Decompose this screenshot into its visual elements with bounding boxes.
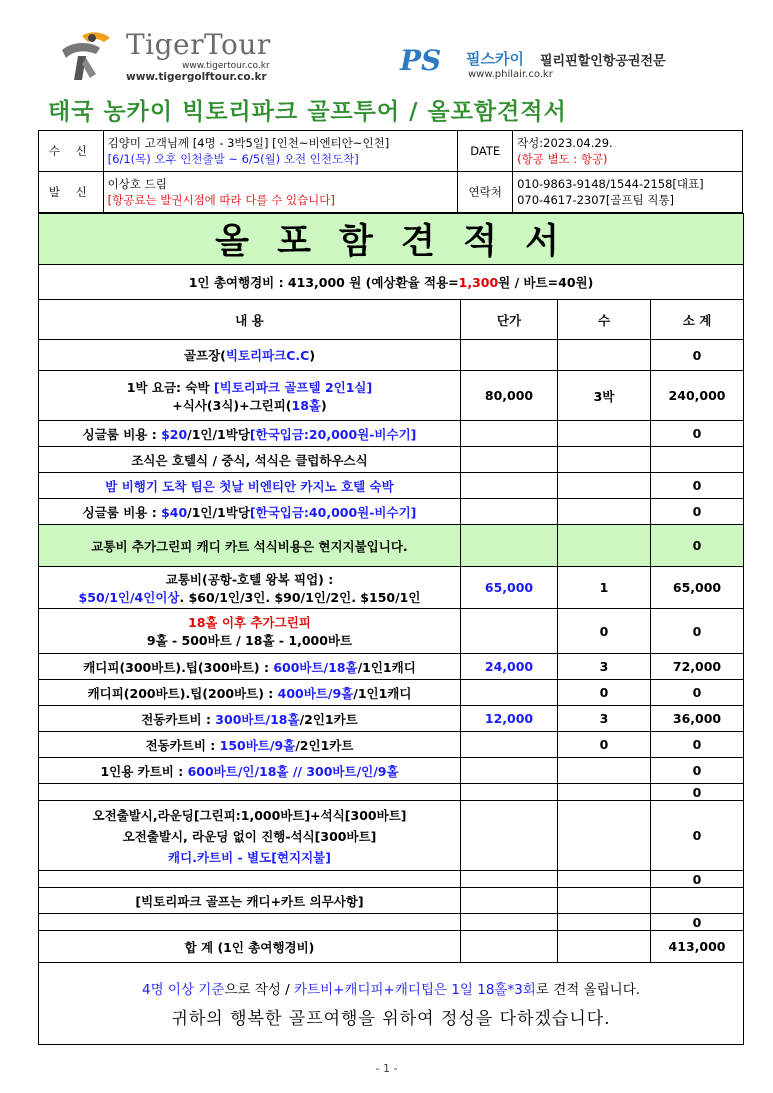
row-transport: [39, 567, 461, 609]
table-row: [39, 447, 744, 473]
text: 으로 작성 /: [224, 982, 294, 998]
sender-cell: [103, 172, 458, 213]
price-cell: [461, 888, 558, 914]
text: 카트비+캐디피+캐디팁은 1일 18홀*3회: [294, 982, 536, 998]
caddie-fee: 400바트/9홀: [277, 685, 354, 701]
price-cell: [461, 758, 558, 784]
contact-phone-1: 010-9863-9148/1544-2158[대표]: [517, 177, 704, 191]
written-date: 작성:2023.04.29.: [517, 136, 613, 150]
subtotal-cell: 0: [651, 914, 744, 931]
qty-cell: [558, 931, 651, 963]
price-cell: [461, 931, 558, 963]
footer-row: [39, 963, 744, 1045]
text: . $60/1인/3인. $90/1인/2인. $150/1인: [179, 589, 421, 605]
table-row: [39, 525, 744, 567]
text: ): [309, 348, 316, 363]
header-info-table: [38, 130, 743, 213]
col-subtotal: 소 계: [651, 300, 744, 340]
price-cell: [461, 801, 558, 871]
table-row: [39, 801, 744, 871]
row-extra-green: [39, 609, 461, 654]
subtotal-cell: 0: [651, 784, 744, 801]
qty-cell: 0: [558, 732, 651, 758]
total-amount: 413,000: [651, 931, 744, 963]
text: /1인/1박당: [187, 504, 250, 520]
airfare-warning: [항공료는 발권시점에 따라 다를 수 있습니다]: [107, 193, 335, 207]
row-single-room-1: [39, 421, 461, 447]
blank-row: [39, 784, 461, 801]
brand-tagline: 필리핀할인항공권전문: [540, 54, 666, 69]
qty-cell: [558, 525, 651, 567]
subtotal-cell: 0: [651, 871, 744, 888]
col-price: 단가: [461, 300, 558, 340]
hotel-name: [빅토리파크 골프텔 2인1실]: [213, 379, 373, 395]
subtotal-cell: 0: [651, 609, 744, 654]
row-stay: [39, 371, 461, 421]
text: 골프장(: [183, 348, 226, 363]
price-cell: [461, 871, 558, 888]
brand-url-philsky: www.philair.co.kr: [468, 69, 553, 80]
subtotal-cell: [651, 447, 744, 473]
sender-label: 발 신: [39, 172, 104, 213]
exchange-rate: 1,300: [458, 275, 499, 290]
qty-cell: 3: [558, 706, 651, 732]
qty-cell: 1: [558, 567, 651, 609]
summary-post: 원 / 바트=40원): [498, 275, 594, 290]
price-cell: [461, 525, 558, 567]
col-qty: 수: [558, 300, 651, 340]
ps-logo-mark: PS: [400, 44, 442, 77]
brand-url-2: www.tigergolftour.co.kr: [126, 71, 267, 83]
price-cell: 65,000: [461, 567, 558, 609]
price-cell: [461, 609, 558, 654]
text: /2인1카트: [299, 711, 358, 727]
text: 전동카트비 :: [145, 737, 220, 753]
row-early-departure: [39, 801, 461, 871]
sender-name: 이상호 드림: [107, 177, 167, 191]
qty-cell: [558, 801, 651, 871]
table-row: [39, 732, 744, 758]
price-cell: [461, 680, 558, 706]
row-mandatory: [빅토리파크 골프는 캐디+카트 의무사항]: [39, 888, 461, 914]
transport-price: $50/1인/4인이상: [78, 589, 180, 605]
text: 로 견적 올립니다.: [535, 982, 641, 998]
table-row: [39, 609, 744, 654]
cart-fee: 150바트/9홀: [219, 737, 296, 753]
text: /2인1카트: [295, 737, 354, 753]
table-row: [39, 654, 744, 680]
summary-pre: 1인 총여행경비 : 413,000 원 (예상환율 적용=: [188, 275, 459, 290]
price-cell: [461, 732, 558, 758]
cart-fee: 600바트/인/18홀 // 300바트/인/9홀: [187, 763, 399, 779]
qty-cell: [558, 871, 651, 888]
footer-line-1: [42, 978, 740, 998]
recipient-line: 김양미 고객님께 [4명 - 3박5일] [인천~비엔티안~인천]: [107, 136, 390, 150]
text: ): [321, 397, 327, 413]
tigertour-logo: [52, 30, 322, 85]
page-number: - 1 -: [375, 1062, 398, 1075]
qty-cell: [558, 499, 651, 525]
trip-dates: [6/1(목) 오후 인천출발 ~ 6/5(월) 오전 인천도착]: [107, 152, 359, 166]
text: 9홀 - 500바트 / 18홀 - 1,000바트: [146, 633, 353, 648]
document-title: 태국 농카이 빅토리파크 골프투어 / 올포함견적서: [48, 99, 567, 125]
contact-cell: [513, 172, 743, 213]
brand-url: www.tigertour.co.kr: [182, 61, 270, 71]
qty-cell: 3박: [558, 371, 651, 421]
text: 1박 요금: 숙박: [126, 379, 214, 395]
row-single-room-2: [39, 499, 461, 525]
text: 싱글룸 비용 :: [82, 426, 162, 442]
price-cell: 24,000: [461, 654, 558, 680]
footer-line-2: 귀하의 행복한 골프여행을 위하여 정성을 다하겠습니다.: [171, 1009, 611, 1029]
contact-phone-2: 070-4617-2307[골프팀 직통]: [517, 193, 675, 207]
price-cell: 12,000: [461, 706, 558, 732]
blank-row: [39, 914, 461, 931]
text: 4명 이상 기준: [142, 982, 225, 998]
subtotal-cell: 0: [651, 340, 744, 371]
text: 오전출발시,라운딩[그린피:1,000바트]+석식[300바트]: [92, 807, 407, 823]
blank-row: [39, 871, 461, 888]
holes: 18홀: [291, 397, 321, 413]
price-cell: 80,000: [461, 371, 558, 421]
table-row: [39, 371, 744, 421]
price-cell: [461, 914, 558, 931]
quote-table: [38, 213, 744, 1045]
text: 캐디피(300바트).팁(300바트) :: [83, 659, 274, 675]
date-cell: [513, 131, 743, 172]
quote-title-row: [39, 214, 744, 265]
text: 캐디.카트비 - 별도[현지지불]: [168, 849, 331, 865]
row-cart-18: [39, 706, 461, 732]
row-golf-course: [39, 340, 461, 371]
price-cell: [461, 340, 558, 371]
qty-cell: [558, 340, 651, 371]
subtotal-cell: 0: [651, 421, 744, 447]
price-krw: [한국입금:40,000원-비수기]: [249, 504, 417, 520]
price-cell: [461, 784, 558, 801]
qty-cell: [558, 758, 651, 784]
course-name: 빅토리파크C.C: [225, 348, 310, 363]
table-row: [39, 758, 744, 784]
row-caddie-300: [39, 654, 461, 680]
text: +식사(3식)+그린피(: [172, 397, 292, 413]
qty-cell: [558, 914, 651, 931]
text: 전동카트비 :: [141, 711, 216, 727]
total-row: [39, 931, 744, 963]
price-cell: [461, 421, 558, 447]
subtotal-cell: 0: [651, 801, 744, 871]
subtotal-cell: 0: [651, 473, 744, 499]
subtotal-cell: 36,000: [651, 706, 744, 732]
airfare-note: (항공 별도 : 항공): [517, 152, 608, 166]
text: 오전출발시, 라운딩 없이 진행-석식[300바트]: [122, 828, 377, 844]
quote-title: 올 포 함 견 적 서: [39, 214, 744, 265]
text: 캐디피(200바트).팁(200바트) :: [87, 685, 278, 701]
price-usd: $40: [161, 504, 188, 520]
price-usd: $20: [161, 426, 188, 442]
summary-row: [39, 265, 744, 300]
qty-cell: [558, 473, 651, 499]
qty-cell: 3: [558, 654, 651, 680]
subtotal-cell: 72,000: [651, 654, 744, 680]
qty-cell: [558, 888, 651, 914]
table-row: [39, 914, 744, 931]
column-header-row: [39, 300, 744, 340]
date-label: DATE: [458, 131, 513, 172]
brand-name: TigerTour: [126, 28, 271, 61]
subtotal-cell: 240,000: [651, 371, 744, 421]
qty-cell: 0: [558, 609, 651, 654]
subtotal-cell: 0: [651, 499, 744, 525]
col-content: 내 용: [39, 300, 461, 340]
price-cell: [461, 499, 558, 525]
table-row: [39, 680, 744, 706]
text: 1인용 카트비 :: [100, 763, 188, 779]
table-row: [39, 473, 744, 499]
row-local-payment: 교통비 추가그린피 캐디 카트 석식비용은 현지지불입니다.: [39, 525, 461, 567]
qty-cell: 0: [558, 680, 651, 706]
subtotal-cell: [651, 888, 744, 914]
row-meals: 조식은 호텔식 / 중식, 석식은 클럽하우스식: [39, 447, 461, 473]
row-cart-9: [39, 732, 461, 758]
row-night-flight: 밤 비행기 도착 팀은 첫날 비엔티안 카지노 호텔 숙박: [39, 473, 461, 499]
price-cell: [461, 447, 558, 473]
subtotal-cell: 0: [651, 680, 744, 706]
text: 싱글룸 비용 :: [82, 504, 162, 520]
table-row: [39, 340, 744, 371]
qty-cell: [558, 784, 651, 801]
recipient-label: 수 신: [39, 131, 104, 172]
subtotal-cell: 0: [651, 758, 744, 784]
text: 18홀 이후 추가그린피: [188, 615, 311, 630]
text: /1인1캐디: [357, 659, 416, 675]
row-caddie-200: [39, 680, 461, 706]
table-row: [39, 784, 744, 801]
row-cart-single: [39, 758, 461, 784]
subtotal-cell: 0: [651, 732, 744, 758]
recipient-cell: [103, 131, 458, 172]
text: /1인1캐디: [353, 685, 412, 701]
table-row: [39, 706, 744, 732]
table-row: [39, 421, 744, 447]
footer-note: [39, 963, 744, 1045]
contact-label: 연락처: [458, 172, 513, 213]
subtotal-cell: 65,000: [651, 567, 744, 609]
philsky-logo: [400, 44, 700, 88]
text: /1인/1박당: [187, 426, 250, 442]
qty-cell: [558, 421, 651, 447]
qty-cell: [558, 447, 651, 473]
table-row: [39, 567, 744, 609]
price-krw: [한국입금:20,000원-비수기]: [249, 426, 417, 442]
cart-fee: 300바트/18홀: [215, 711, 300, 727]
table-row: [39, 888, 744, 914]
golfer-icon: [52, 30, 124, 82]
table-row: [39, 871, 744, 888]
table-row: [39, 499, 744, 525]
total-label: 합 계 (1인 총여행경비): [39, 931, 461, 963]
price-cell: [461, 473, 558, 499]
summary-text: [39, 265, 744, 300]
subtotal-cell: 0: [651, 525, 744, 567]
caddie-fee: 600바트/18홀: [273, 659, 358, 675]
text: 교통비(공항-호텔 왕복 픽업) :: [165, 571, 334, 587]
brand-name-philsky: 필스카이: [466, 50, 524, 68]
